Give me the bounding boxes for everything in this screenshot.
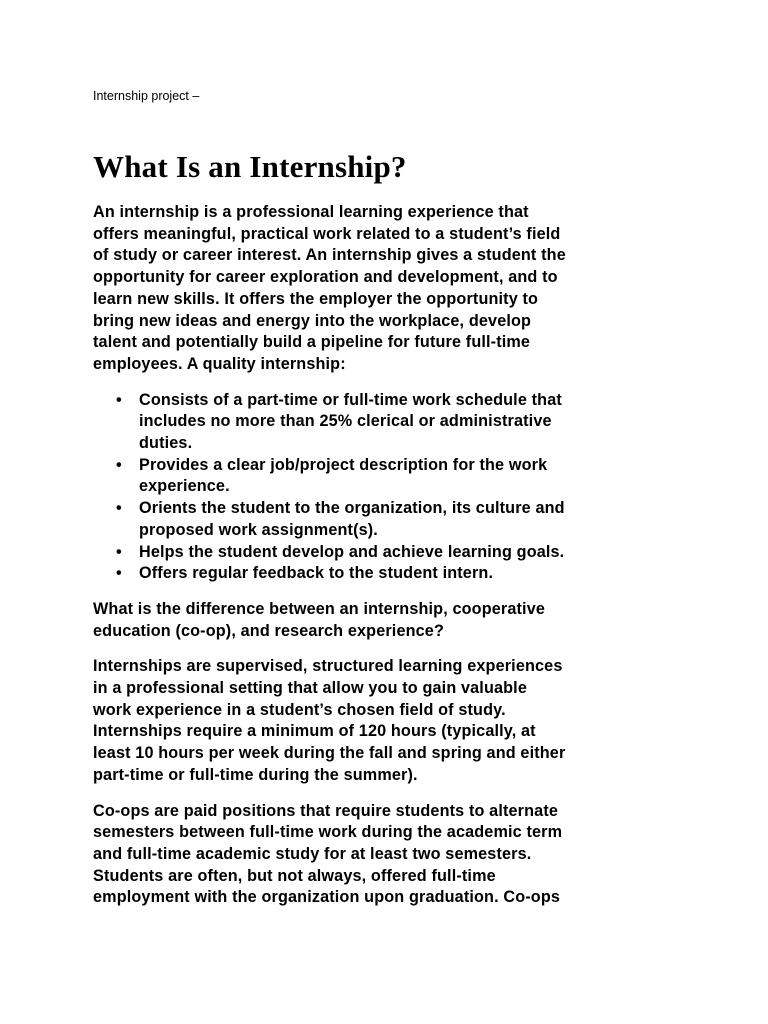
question-line: What is the difference between an internship, cooperative [93,599,545,618]
bullet-icon: • [116,499,122,518]
paragraph-gap [93,787,683,801]
internships-paragraph [93,656,683,786]
document-body [93,202,683,909]
bullet-icon: • [116,455,122,474]
header-note: Internship project – [93,89,200,103]
internships-line: in a professional setting that allow you to gain valuable [93,679,527,698]
coops-line: semesters between full-time work during the academic term [93,823,563,842]
paragraph-gap [93,585,683,599]
list-item-line: includes no more than 25% clerical or administrative [139,412,552,431]
paragraph-gap [93,376,683,390]
internships-line: Internships require a minimum of 120 hours (typically, at [93,722,536,741]
list-item-line: Offers regular feedback to the student intern. [139,564,494,583]
bullet-icon: • [116,542,122,561]
coops-paragraph [93,801,683,910]
list-item-line: proposed work assignment(s). [139,520,378,539]
list-item [93,455,683,498]
internships-line: work experience in a student’s chosen field of study. [93,700,506,719]
list-item [93,498,683,541]
list-item-line: experience. [139,477,230,496]
list-item [93,563,683,585]
coops-line: and full-time academic study for at least two semesters. [93,844,532,863]
intro-line: employees. A quality internship: [93,354,346,373]
coops-line: employment with the organization upon graduation. Co-ops [93,888,561,907]
bullet-icon: • [116,564,122,583]
coops-line: Students are often, but not always, offered full-time [93,866,496,885]
question-line: education (co-op), and research experience? [93,621,444,640]
list-item [93,542,683,564]
bullet-icon: • [116,390,122,409]
question-paragraph [93,599,683,642]
intro-line: bring new ideas and energy into the workplace, develop [93,311,532,330]
intro-line: of study or career interest. An internship gives a student the [93,246,566,265]
coops-line: Co-ops are paid positions that require students to alternate [93,801,559,820]
list-item-line: Provides a clear job/project description for the work [139,455,548,474]
list-item-line: duties. [139,434,193,453]
internships-line: least 10 hours per week during the fall and spring and either [93,744,566,763]
intro-line: offers meaningful, practical work related to a student’s field [93,224,561,243]
intro-line: An internship is a professional learning experience that [93,203,529,221]
intro-line: talent and potentially build a pipeline for future full-time [93,333,531,352]
paragraph-gap [93,642,683,656]
intro-line: learn new skills. It offers the employer the opportunity to [93,289,539,308]
internships-line: part-time or full-time during the summer). [93,765,418,784]
quality-internship-list [93,390,683,585]
list-item-line: Orients the student to the organization, its culture and [139,499,565,518]
page-title: What Is an Internship? [93,149,407,184]
list-item-line: Helps the student develop and achieve learning goals. [139,542,565,561]
intro-line: opportunity for career exploration and development, and to [93,268,558,287]
intro-paragraph [93,202,683,376]
internships-line: Internships are supervised, structured learning experiences [93,657,563,676]
list-item-line: Consists of a part-time or full-time work schedule that [139,390,562,409]
list-item [93,390,683,455]
